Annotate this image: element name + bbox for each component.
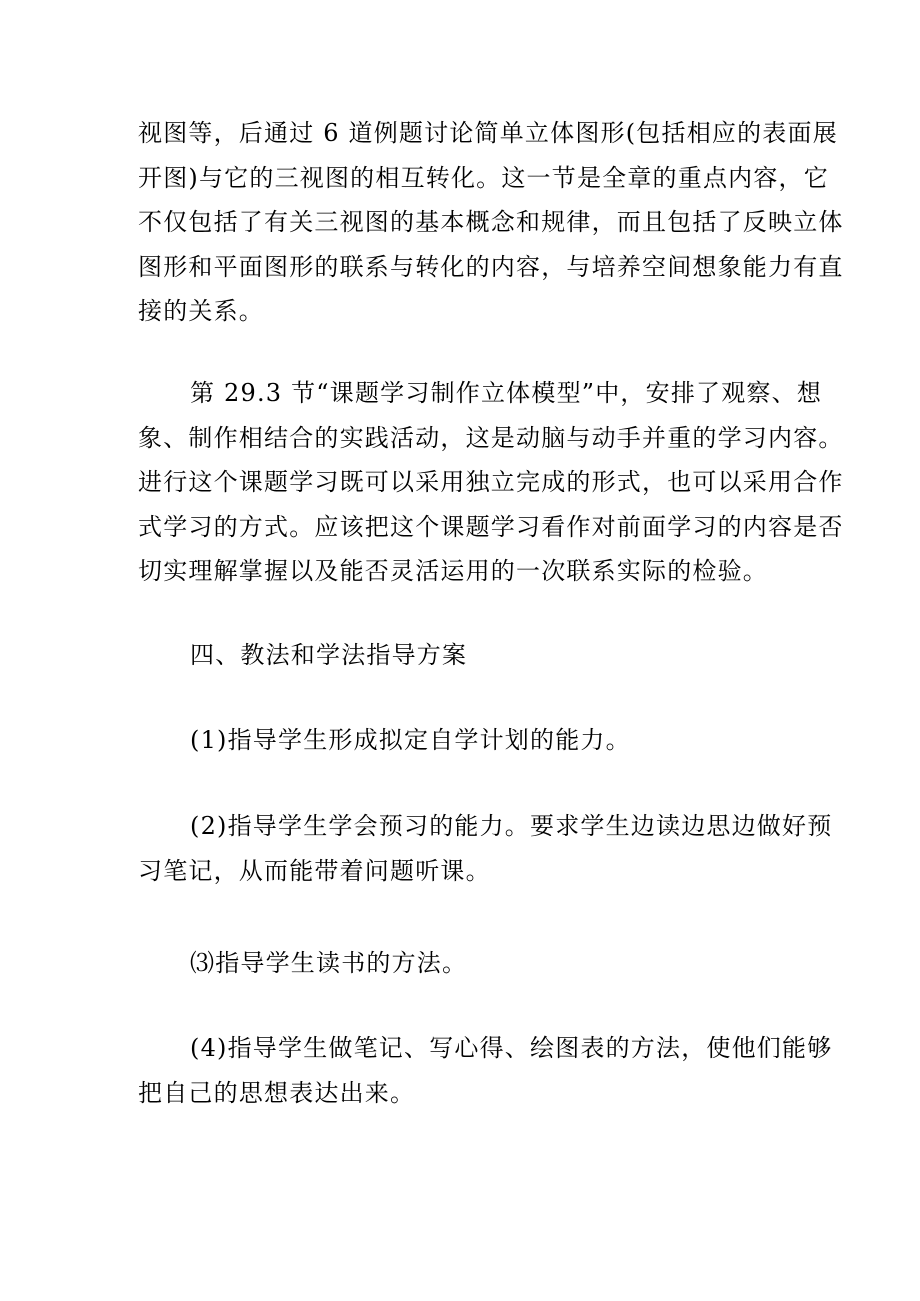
paragraph-line: 不仅包括了有关三视图的基本概念和规律，而且包括了反映立体 [138, 208, 844, 236]
paragraph-line: 视图等，后通过 6 道例题讨论简单立体图形(包括相应的表面展 [138, 119, 838, 147]
paragraph-line: 把自己的思想表达出来。 [138, 1078, 416, 1107]
heading-text: 四、教法和学法指导方案 [190, 641, 468, 669]
paragraph-line: 进行这个课题学习既可以采用独立完成的形式，也可以采用合作 [138, 468, 844, 496]
paragraph-line: ⑶指导学生读书的方法。 [190, 949, 468, 977]
paragraph-line: 象、制作相结合的实践活动，这是动脑与动手并重的学习内容。 [138, 423, 844, 452]
paragraph-line: 第 29.3 节“课题学习制作立体模型”中，安排了观察、想 [190, 379, 823, 407]
guidance-item-3 [138, 941, 788, 986]
paragraph-line: (2)指导学生学会预习的能力。要求学生边读边思边做好预 [190, 812, 833, 840]
paragraph-line: 图形和平面图形的联系与转化的内容，与培养空间想象能力有直 [138, 252, 844, 281]
paragraph-line: (1)指导学生形成拟定自学计划的能力。 [190, 726, 631, 754]
guidance-item-4 [138, 1026, 833, 1115]
paragraph-three-view-section [138, 111, 844, 334]
guidance-item-1 [138, 718, 788, 763]
section-heading [138, 633, 788, 678]
paragraph-line: 切实理解掌握以及能否灵活运用的一次联系实际的检验。 [138, 557, 768, 585]
paragraph-line: 习笔记，从而能带着问题听课。 [138, 856, 491, 885]
paragraph-project-learning [138, 371, 844, 594]
paragraph-line: 接的关系。 [138, 297, 264, 325]
paragraph-line: 开图)与它的三视图的相互转化。这一节是全章的重点内容，它 [138, 163, 829, 192]
guidance-item-2 [138, 804, 833, 893]
paragraph-line: (4)指导学生做笔记、写心得、绘图表的方法，使他们能够 [190, 1034, 833, 1062]
paragraph-line: 式学习的方式。应该把这个课题学习看作对前面学习的内容是否 [138, 512, 844, 541]
